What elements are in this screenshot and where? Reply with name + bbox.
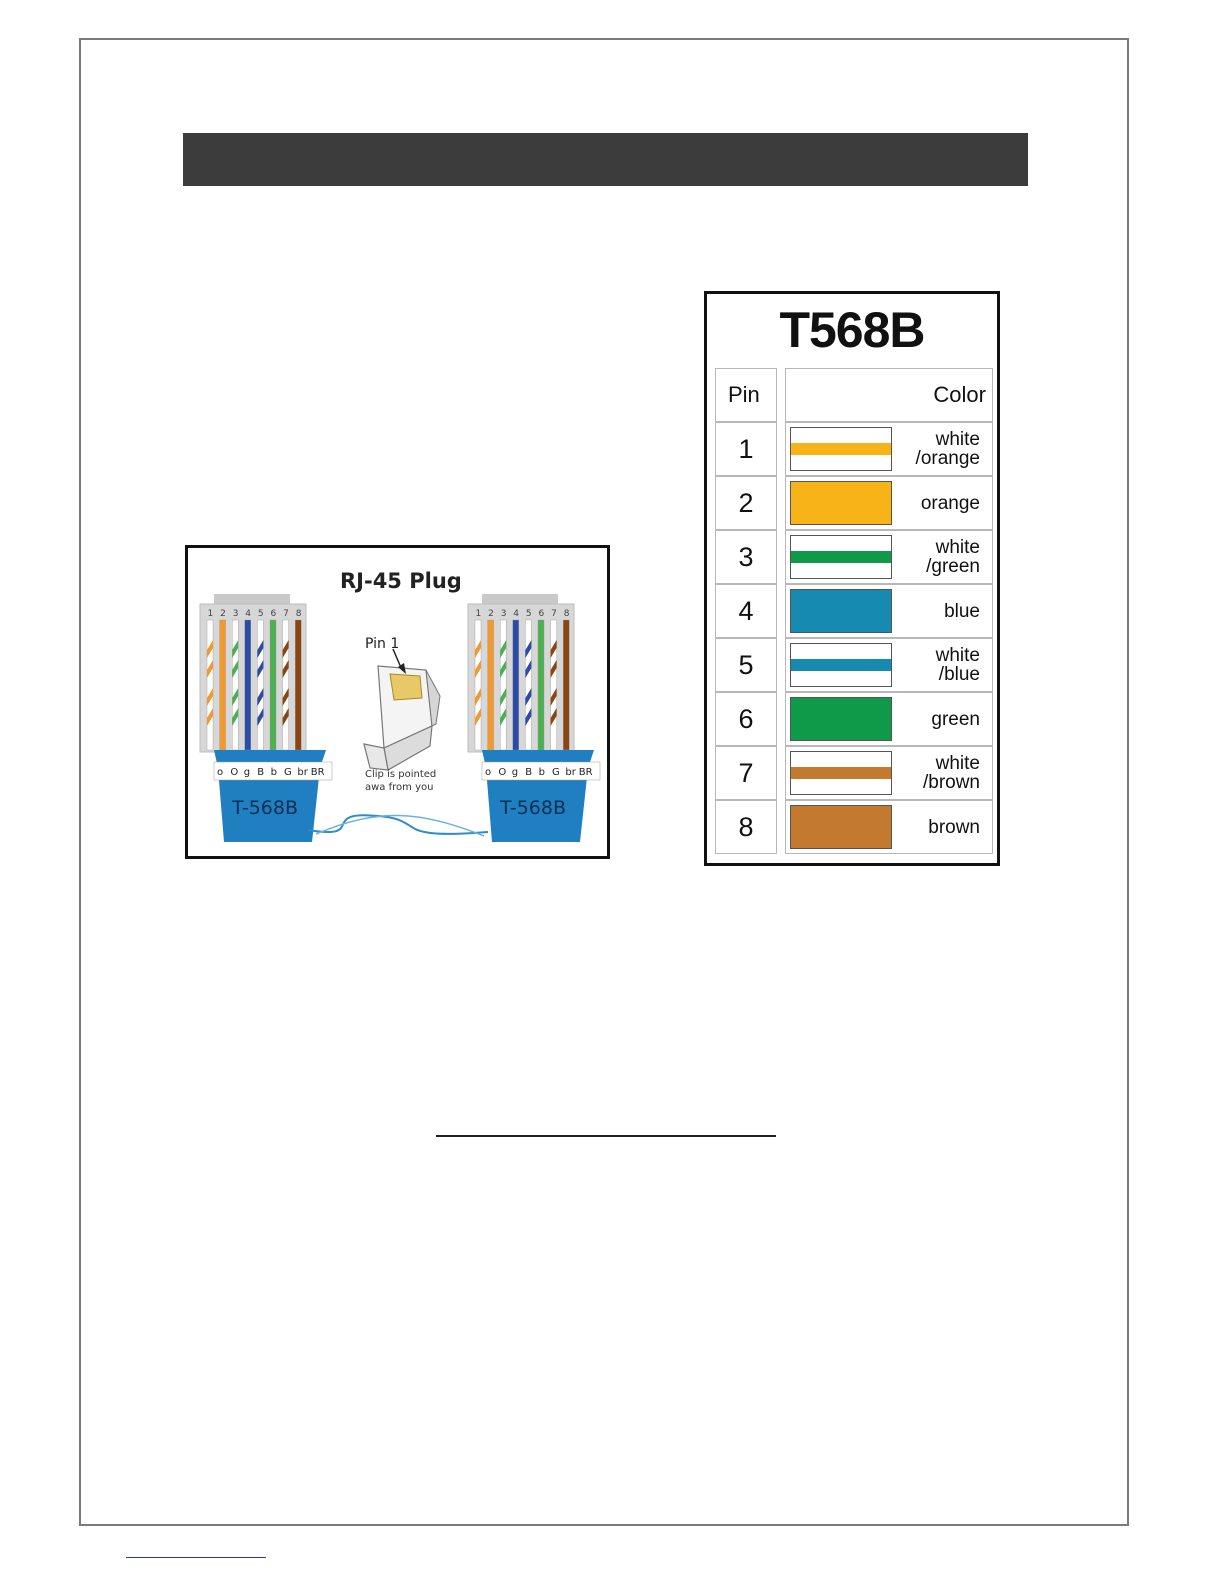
wire-code-label: o bbox=[217, 767, 224, 778]
plug-housing bbox=[468, 604, 574, 752]
pin-number: 7 bbox=[283, 609, 289, 619]
swatch-stripe bbox=[791, 551, 891, 563]
pin-number: 1 bbox=[207, 609, 214, 619]
connector-icon bbox=[364, 666, 440, 770]
wire bbox=[525, 620, 531, 750]
t568b-table bbox=[704, 291, 1000, 866]
pin-number: 4 bbox=[513, 609, 520, 619]
color-swatch bbox=[790, 589, 892, 633]
wire-code-label: b bbox=[538, 767, 545, 778]
wire-code-label: G bbox=[284, 767, 292, 778]
wire-code-label: g bbox=[243, 767, 251, 778]
color-swatch bbox=[790, 643, 892, 687]
wire-code-label: o bbox=[485, 767, 492, 778]
color-cell bbox=[785, 530, 993, 584]
color-label-line2: /green bbox=[926, 556, 980, 577]
pin-cell: 4 bbox=[715, 584, 777, 638]
wire-code-label: br bbox=[297, 767, 308, 778]
pin-number: 6 bbox=[538, 609, 545, 619]
signature-line bbox=[436, 1135, 776, 1137]
pin-number: 2 bbox=[488, 609, 494, 619]
wire-code-label: b bbox=[270, 767, 277, 778]
clip-note-line1: Clip is pointed bbox=[365, 769, 437, 780]
color-label-line1: white bbox=[935, 537, 980, 558]
swatch-fill bbox=[791, 590, 891, 632]
color-label bbox=[890, 531, 980, 583]
color-label-line1: brown bbox=[928, 816, 980, 838]
wire bbox=[257, 620, 263, 750]
plug-top-tab bbox=[482, 594, 558, 604]
color-label-line1: blue bbox=[944, 600, 980, 622]
color-label bbox=[890, 639, 980, 691]
color-cell bbox=[785, 584, 993, 638]
color-label bbox=[890, 477, 980, 529]
wire-code-label: B bbox=[525, 767, 533, 778]
color-label-line1: white bbox=[935, 753, 980, 774]
pin-number: 8 bbox=[563, 609, 570, 619]
swatch-stripe bbox=[791, 659, 891, 671]
plug-top-tab bbox=[214, 594, 290, 604]
color-label-line1: green bbox=[931, 708, 980, 730]
standard-label: T-568B bbox=[500, 797, 567, 819]
wire bbox=[538, 620, 544, 750]
color-swatch bbox=[790, 751, 892, 795]
clip-note-line2: awa from you bbox=[365, 782, 434, 793]
wire-code-label: B bbox=[257, 767, 265, 778]
pin-number: 3 bbox=[232, 609, 239, 619]
cable-loop bbox=[308, 815, 488, 834]
rj45-diagram bbox=[188, 548, 607, 856]
wire bbox=[475, 620, 481, 750]
rj45-plug-figure bbox=[185, 545, 610, 859]
wire-code-label: O bbox=[498, 767, 507, 778]
footer-underline bbox=[126, 1557, 266, 1558]
color-swatch bbox=[790, 535, 892, 579]
color-label-line2: /orange bbox=[915, 448, 980, 469]
wire bbox=[295, 620, 301, 750]
pin-number: 6 bbox=[270, 609, 277, 619]
pin-number: 3 bbox=[500, 609, 507, 619]
pin-number: 5 bbox=[257, 609, 264, 619]
color-label-line1: white bbox=[935, 645, 980, 666]
color-label bbox=[890, 801, 980, 853]
pin-cell: 2 bbox=[715, 476, 777, 530]
pin-cell: 1 bbox=[715, 422, 777, 476]
color-cell bbox=[785, 422, 993, 476]
wire bbox=[551, 620, 557, 750]
wire-code-label: BR bbox=[310, 767, 325, 778]
color-cell bbox=[785, 476, 993, 530]
header-pin: Pin bbox=[715, 368, 777, 422]
color-label bbox=[890, 585, 980, 637]
pin-number: 2 bbox=[220, 609, 226, 619]
pin-cell: 6 bbox=[715, 692, 777, 746]
right-plug bbox=[468, 594, 600, 842]
color-cell bbox=[785, 692, 993, 746]
wire bbox=[283, 620, 289, 750]
swatch-stripe bbox=[791, 767, 891, 779]
color-label bbox=[890, 693, 980, 745]
wire bbox=[513, 620, 519, 750]
wire bbox=[563, 620, 569, 750]
color-cell bbox=[785, 746, 993, 800]
color-swatch bbox=[790, 697, 892, 741]
left-plug bbox=[200, 594, 332, 842]
swatch-fill bbox=[791, 806, 891, 848]
wire-code-label: BR bbox=[578, 767, 593, 778]
wire bbox=[232, 620, 238, 750]
color-label-line2: /brown bbox=[922, 772, 980, 793]
swatch-stripe bbox=[791, 443, 891, 455]
color-label bbox=[890, 423, 980, 475]
pin-number: 5 bbox=[525, 609, 532, 619]
wire bbox=[488, 620, 494, 750]
pin-cell: 8 bbox=[715, 800, 777, 854]
standard-label: T-568B bbox=[232, 797, 299, 819]
pin-number: 8 bbox=[295, 609, 302, 619]
wire-code-label: G bbox=[552, 767, 560, 778]
color-label-line1: white bbox=[935, 429, 980, 450]
color-label-line1: orange bbox=[920, 492, 980, 514]
wire bbox=[245, 620, 251, 750]
pin1-label: Pin 1 bbox=[365, 636, 400, 652]
pin-number: 1 bbox=[475, 609, 482, 619]
swatch-fill bbox=[791, 482, 891, 524]
color-swatch bbox=[790, 481, 892, 525]
color-swatch bbox=[790, 805, 892, 849]
header-bar bbox=[183, 133, 1028, 186]
wire bbox=[220, 620, 226, 750]
figure-title: RJ-45 Plug bbox=[340, 569, 462, 593]
wire bbox=[500, 620, 506, 750]
pin-cell: 7 bbox=[715, 746, 777, 800]
wire-code-label: br bbox=[565, 767, 576, 778]
header-color: Color bbox=[785, 368, 993, 422]
wire bbox=[207, 620, 213, 750]
swatch-fill bbox=[791, 698, 891, 740]
plug-housing bbox=[200, 604, 306, 752]
pin-cell: 5 bbox=[715, 638, 777, 692]
table-title: T568B bbox=[779, 302, 925, 358]
color-label-line2: /blue bbox=[938, 664, 980, 685]
pin-number: 7 bbox=[551, 609, 557, 619]
color-cell bbox=[785, 800, 993, 854]
pin-number: 4 bbox=[245, 609, 252, 619]
wire-code-label: O bbox=[230, 767, 239, 778]
color-label bbox=[890, 747, 980, 799]
color-cell bbox=[785, 638, 993, 692]
wire-code-label: g bbox=[511, 767, 519, 778]
pin-cell: 3 bbox=[715, 530, 777, 584]
color-swatch bbox=[790, 427, 892, 471]
wire bbox=[270, 620, 276, 750]
